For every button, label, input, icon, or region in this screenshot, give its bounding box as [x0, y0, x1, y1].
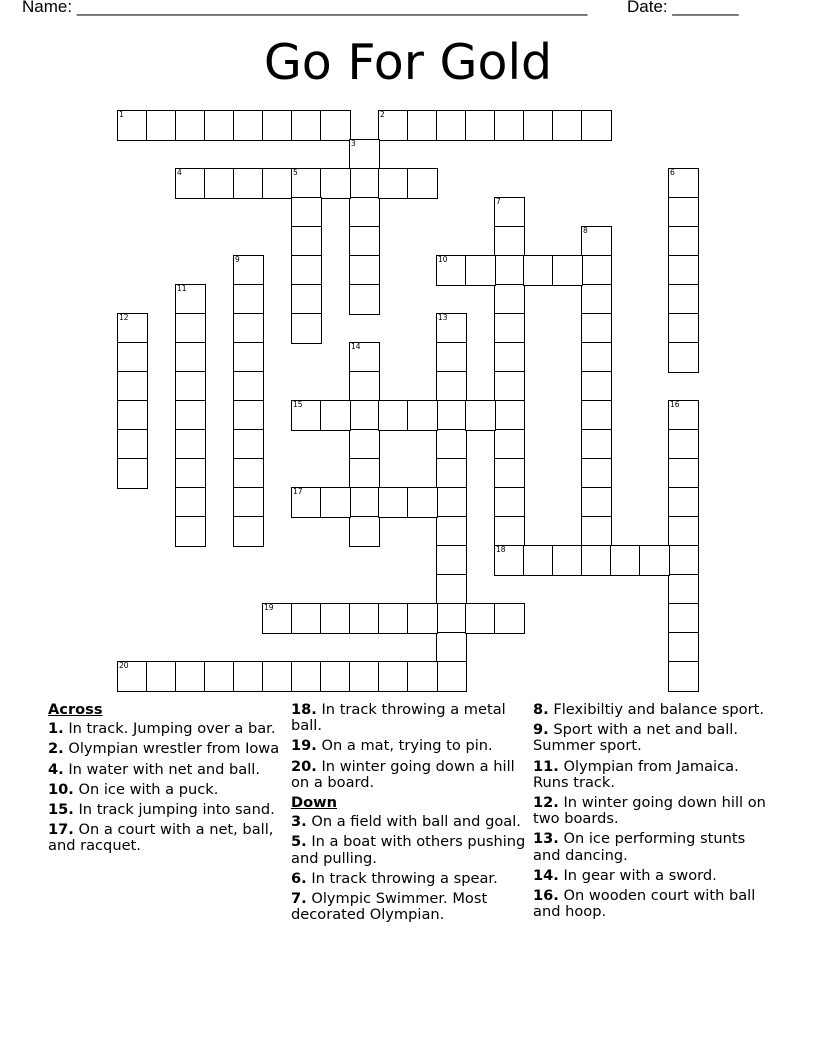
clue-number: 13. — [533, 830, 559, 848]
grid-cell[interactable] — [320, 661, 351, 692]
grid-cell[interactable] — [581, 458, 612, 489]
grid-cell[interactable] — [233, 371, 264, 402]
grid-cell[interactable] — [494, 226, 525, 257]
clue-down-8 — [533, 702, 769, 718]
grid-cell[interactable] — [117, 400, 148, 431]
clue-text: In winter going down a hill on a board. — [291, 757, 515, 791]
clue-number: 17. — [48, 821, 74, 839]
grid-cell[interactable] — [668, 226, 699, 257]
grid-cell[interactable] — [581, 400, 612, 431]
clue-across-10 — [48, 782, 284, 798]
grid-cell[interactable] — [581, 110, 612, 141]
grid-cell[interactable] — [668, 313, 699, 344]
clue-text: On a mat, trying to pin. — [321, 737, 493, 755]
clue-text: Olympian from Jamaica. Runs track. — [533, 757, 739, 791]
clue-number: 7. — [291, 890, 307, 908]
grid-cell[interactable] — [523, 255, 554, 286]
grid-cell[interactable] — [117, 661, 148, 692]
grid-cell[interactable] — [465, 255, 496, 286]
grid-cell[interactable] — [378, 110, 409, 141]
cell-number: 20 — [119, 661, 129, 670]
grid-cell[interactable] — [407, 168, 438, 199]
grid-cell[interactable] — [668, 516, 699, 547]
grid-cell[interactable] — [349, 429, 380, 460]
grid-cell[interactable] — [320, 168, 351, 199]
name-label: Name: — [22, 0, 73, 16]
clue-text: In track jumping into sand. — [78, 801, 275, 819]
clue-text: On ice with a puck. — [78, 780, 219, 798]
cell-number: 12 — [119, 313, 129, 322]
grid-cell[interactable] — [668, 487, 699, 518]
grid-cell[interactable] — [349, 371, 380, 402]
cell-number: 1 — [119, 110, 124, 119]
clue-down-7 — [291, 891, 527, 923]
clue-number: 15. — [48, 801, 74, 819]
grid-cell[interactable] — [668, 545, 699, 576]
grid-cell[interactable] — [233, 168, 264, 199]
grid-cell[interactable] — [494, 545, 525, 576]
clue-across-15 — [48, 802, 284, 818]
grid-cell[interactable] — [552, 255, 583, 286]
grid-cell[interactable] — [436, 458, 467, 489]
grid-cell[interactable] — [175, 371, 206, 402]
clues-column-3 — [533, 702, 769, 924]
grid-cell[interactable] — [436, 400, 467, 431]
grid-cell[interactable] — [668, 197, 699, 228]
grid-cell[interactable] — [175, 516, 206, 547]
grid-cell[interactable] — [233, 429, 264, 460]
clue-text: Olympian wrestler from Iowa — [68, 740, 280, 758]
grid-cell[interactable] — [581, 226, 612, 257]
grid-cell[interactable] — [436, 516, 467, 547]
grid-cell[interactable] — [639, 545, 670, 576]
clue-text: In gear with a sword. — [563, 866, 717, 884]
grid-cell[interactable] — [291, 226, 322, 257]
date-label: Date: — [627, 0, 668, 16]
grid-cell[interactable] — [378, 661, 409, 692]
clue-number: 10. — [48, 780, 74, 798]
grid-cell[interactable] — [523, 545, 554, 576]
clue-number: 14. — [533, 866, 559, 884]
grid-cell[interactable] — [494, 313, 525, 344]
clue-number: 2. — [48, 740, 64, 758]
clue-across-1 — [48, 721, 284, 737]
grid-cell[interactable] — [117, 458, 148, 489]
clue-down-14 — [533, 868, 769, 884]
grid-cell[interactable] — [349, 603, 380, 634]
clues-column-1 — [48, 702, 284, 859]
grid-cell[interactable] — [320, 487, 351, 518]
clue-number: 5. — [291, 833, 307, 851]
grid-cell[interactable] — [291, 487, 322, 518]
grid-cell[interactable] — [378, 603, 409, 634]
grid-cell[interactable] — [233, 284, 264, 315]
clue-across-20 — [291, 759, 527, 791]
grid-cell[interactable] — [668, 429, 699, 460]
grid-cell[interactable] — [291, 661, 322, 692]
clue-number: 16. — [533, 887, 559, 905]
grid-cell[interactable] — [349, 255, 380, 286]
grid-cell[interactable] — [175, 400, 206, 431]
clue-text: In track throwing a metal ball. — [291, 701, 506, 735]
grid-cell[interactable] — [581, 545, 612, 576]
grid-cell[interactable] — [233, 661, 264, 692]
grid-cell[interactable] — [117, 110, 148, 141]
cell-number: 17 — [293, 487, 303, 496]
clue-text: On a field with ball and goal. — [311, 813, 521, 831]
grid-cell[interactable] — [233, 255, 264, 286]
grid-cell[interactable] — [494, 342, 525, 373]
grid-cell[interactable] — [349, 661, 380, 692]
clue-down-11 — [533, 759, 769, 791]
grid-cell[interactable] — [233, 458, 264, 489]
grid-cell[interactable] — [552, 110, 583, 141]
cell-number: 10 — [438, 255, 448, 264]
date-blank[interactable]: _______ — [672, 0, 739, 16]
clue-text: In track throwing a spear. — [311, 869, 498, 887]
grid-cell[interactable] — [291, 313, 322, 344]
grid-cell[interactable] — [175, 110, 206, 141]
grid-cell[interactable] — [320, 110, 351, 141]
grid-cell[interactable] — [494, 284, 525, 315]
grid-cell[interactable] — [494, 197, 525, 228]
grid-cell[interactable] — [175, 342, 206, 373]
cell-number: 8 — [583, 226, 588, 235]
grid-cell[interactable] — [349, 226, 380, 257]
clue-text: In track. Jumping over a bar. — [68, 720, 276, 738]
grid-cell[interactable] — [581, 429, 612, 460]
cell-number: 2 — [380, 110, 385, 119]
grid-cell[interactable] — [146, 661, 177, 692]
across-heading: Across — [48, 701, 103, 718]
name-blank[interactable]: ______________________________________________________ — [76, 0, 588, 16]
grid-cell[interactable] — [436, 342, 467, 373]
grid-cell[interactable] — [581, 487, 612, 518]
clue-text: Flexibiltiy and balance sport. — [553, 701, 764, 718]
grid-cell[interactable] — [262, 661, 293, 692]
grid-cell[interactable] — [581, 313, 612, 344]
clue-down-9 — [533, 722, 769, 754]
cell-number: 15 — [293, 400, 303, 409]
grid-cell[interactable] — [494, 255, 525, 286]
grid-cell[interactable] — [668, 661, 699, 692]
clue-text: In winter going down hill on two boards. — [533, 794, 766, 828]
grid-cell[interactable] — [204, 661, 235, 692]
grid-cell[interactable] — [407, 400, 438, 431]
grid-cell[interactable] — [175, 284, 206, 315]
cell-number: 16 — [670, 400, 680, 409]
grid-cell[interactable] — [378, 168, 409, 199]
grid-cell[interactable] — [668, 255, 699, 286]
grid-cell[interactable] — [291, 197, 322, 228]
clue-number: 4. — [48, 760, 64, 778]
grid-cell[interactable] — [494, 487, 525, 518]
clue-across-17 — [48, 822, 284, 854]
grid-cell[interactable] — [262, 110, 293, 141]
grid-cell[interactable] — [436, 371, 467, 402]
clue-down-12 — [533, 795, 769, 827]
clue-across-19 — [291, 738, 527, 754]
clue-text: Sport with a net and ball. Summer sport. — [533, 721, 738, 755]
grid-cell[interactable] — [494, 429, 525, 460]
grid-cell[interactable] — [349, 487, 380, 518]
grid-cell[interactable] — [436, 632, 467, 663]
grid-cell[interactable] — [668, 574, 699, 605]
grid-cell[interactable] — [291, 168, 322, 199]
clue-down-13 — [533, 831, 769, 863]
grid-cell[interactable] — [436, 574, 467, 605]
grid-cell[interactable] — [668, 342, 699, 373]
grid-cell[interactable] — [233, 110, 264, 141]
grid-cell[interactable] — [378, 400, 409, 431]
grid-cell[interactable] — [262, 168, 293, 199]
clues-column-2 — [291, 702, 527, 927]
grid-cell[interactable] — [117, 371, 148, 402]
grid-cell[interactable] — [494, 458, 525, 489]
grid-cell[interactable] — [465, 603, 496, 634]
grid-cell[interactable] — [465, 400, 496, 431]
grid-cell[interactable] — [175, 458, 206, 489]
grid-cell[interactable] — [581, 516, 612, 547]
page-title: Go For Gold — [263, 34, 553, 91]
grid-cell[interactable] — [117, 313, 148, 344]
grid-cell[interactable] — [349, 284, 380, 315]
grid-cell[interactable] — [233, 313, 264, 344]
clue-down-5 — [291, 834, 527, 866]
grid-cell[interactable] — [378, 487, 409, 518]
clue-down-16 — [533, 888, 769, 920]
clue-across-4 — [48, 762, 284, 778]
grid-cell[interactable] — [407, 661, 438, 692]
grid-cell[interactable] — [349, 458, 380, 489]
grid-cell[interactable] — [436, 603, 467, 634]
grid-cell[interactable] — [552, 545, 583, 576]
grid-cell[interactable] — [291, 110, 322, 141]
grid-cell[interactable] — [233, 487, 264, 518]
grid-cell[interactable] — [436, 487, 467, 518]
grid-cell[interactable] — [117, 429, 148, 460]
grid-cell[interactable] — [291, 603, 322, 634]
grid-cell[interactable] — [436, 110, 467, 141]
grid-cell[interactable] — [581, 342, 612, 373]
grid-cell[interactable] — [668, 284, 699, 315]
grid-cell[interactable] — [349, 400, 380, 431]
grid-cell[interactable] — [291, 400, 322, 431]
clue-number: 8. — [533, 701, 549, 718]
cell-number: 5 — [293, 168, 298, 177]
grid-cell[interactable] — [494, 371, 525, 402]
clue-number: 19. — [291, 737, 317, 755]
grid-cell[interactable] — [668, 168, 699, 199]
grid-cell[interactable] — [523, 110, 554, 141]
clue-text: Olympic Swimmer. Most decorated Olympian. — [291, 890, 488, 924]
grid-cell[interactable] — [465, 110, 496, 141]
cell-number: 11 — [177, 284, 187, 293]
grid-cell[interactable] — [436, 255, 467, 286]
clue-text: On a court with a net, ball, and racquet. — [48, 821, 274, 855]
grid-cell[interactable] — [436, 661, 467, 692]
grid-cell[interactable] — [291, 284, 322, 315]
cell-number: 18 — [496, 545, 506, 554]
grid-cell[interactable] — [146, 110, 177, 141]
clue-number: 12. — [533, 794, 559, 812]
grid-cell[interactable] — [175, 429, 206, 460]
clue-number: 1. — [48, 720, 64, 738]
grid-cell[interactable] — [204, 110, 235, 141]
grid-cell[interactable] — [581, 284, 612, 315]
grid-cell[interactable] — [436, 429, 467, 460]
clue-across-2 — [48, 741, 284, 757]
clue-down-6 — [291, 871, 527, 887]
grid-cell[interactable] — [436, 545, 467, 576]
grid-cell[interactable] — [668, 400, 699, 431]
grid-cell[interactable] — [494, 603, 525, 634]
grid-cell[interactable] — [233, 516, 264, 547]
grid-cell[interactable] — [349, 139, 380, 170]
grid-cell[interactable] — [494, 400, 525, 431]
grid-cell[interactable] — [262, 603, 293, 634]
grid-cell[interactable] — [320, 400, 351, 431]
cell-number: 7 — [496, 197, 501, 206]
grid-cell[interactable] — [204, 168, 235, 199]
grid-cell[interactable] — [117, 342, 148, 373]
clue-number: 18. — [291, 701, 317, 718]
grid-cell[interactable] — [175, 661, 206, 692]
cell-number: 14 — [351, 342, 361, 351]
cell-number: 4 — [177, 168, 182, 177]
grid-cell[interactable] — [436, 313, 467, 344]
cell-number: 9 — [235, 255, 240, 264]
grid-cell[interactable] — [494, 110, 525, 141]
down-heading: Down — [291, 794, 338, 812]
grid-cell[interactable] — [175, 487, 206, 518]
grid-cell[interactable] — [581, 255, 612, 286]
grid-cell[interactable] — [349, 168, 380, 199]
clue-number: 9. — [533, 721, 549, 739]
clue-text: In a boat with others pushing and pulling. — [291, 833, 526, 867]
clue-number: 3. — [291, 813, 307, 831]
grid-cell[interactable] — [320, 603, 351, 634]
grid-cell[interactable] — [407, 487, 438, 518]
clue-text: In water with net and ball. — [68, 760, 260, 778]
grid-cell[interactable] — [668, 632, 699, 663]
cell-number: 13 — [438, 313, 448, 322]
cell-number: 6 — [670, 168, 675, 177]
grid-cell[interactable] — [494, 516, 525, 547]
grid-cell[interactable] — [668, 603, 699, 634]
grid-cell[interactable] — [349, 516, 380, 547]
clue-number: 6. — [291, 869, 307, 887]
clue-text: On ice performing stunts and dancing. — [533, 830, 746, 864]
grid-cell[interactable] — [349, 197, 380, 228]
grid-cell[interactable] — [407, 603, 438, 634]
grid-cell[interactable] — [233, 342, 264, 373]
grid-cell[interactable] — [175, 313, 206, 344]
cell-number: 19 — [264, 603, 274, 612]
clue-number: 20. — [291, 757, 317, 775]
clue-across-18 — [291, 702, 527, 734]
grid-cell[interactable] — [233, 400, 264, 431]
grid-cell[interactable] — [407, 110, 438, 141]
grid-cell[interactable] — [349, 342, 380, 373]
grid-cell[interactable] — [581, 371, 612, 402]
grid-cell[interactable] — [668, 458, 699, 489]
clue-down-3 — [291, 814, 527, 830]
grid-cell[interactable] — [175, 168, 206, 199]
cell-number: 3 — [351, 139, 356, 148]
grid-cell[interactable] — [291, 255, 322, 286]
clue-number: 11. — [533, 757, 559, 775]
clue-text: On wooden court with ball and hoop. — [533, 887, 756, 921]
grid-cell[interactable] — [610, 545, 641, 576]
